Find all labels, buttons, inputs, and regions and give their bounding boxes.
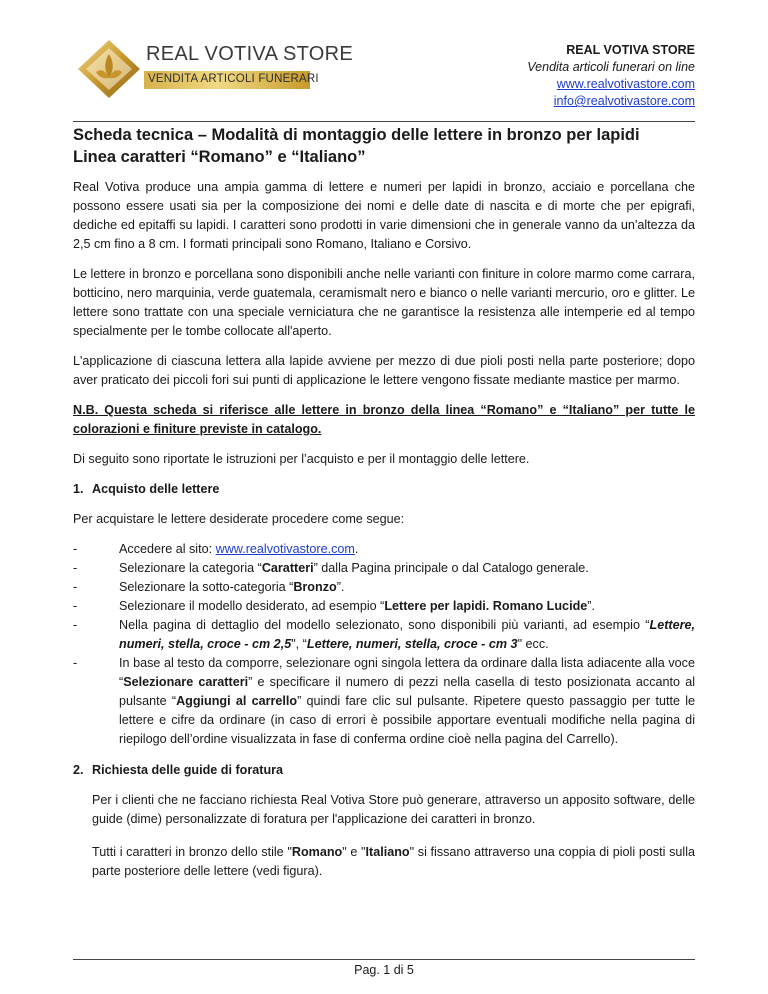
- paragraph-application: L'applicazione di ciascuna lettera alla lapide avviene per mezzo di due pioli posti nella parte posteriore; dopo aver praticato dei piccoli fori sui punti di applicazione le lettere vengono fissate mediante mastice per marmo.: [73, 354, 695, 387]
- section-2-number: 2.: [73, 763, 84, 777]
- header-contact: [527, 42, 695, 110]
- section-1-title: Acquisto delle lettere: [92, 482, 220, 496]
- header-website-link[interactable]: www.realvotivastore.com: [556, 77, 695, 91]
- list-item: - Nella pagina di dettaglio del modello selezionato, sono disponibili più varianti, ad esempio “Lettere, numeri, stella, croce - cm 2,5", “Lettere, numeri, stella, croce - cm 3" ecc.: [73, 616, 695, 654]
- list-item: - Selezionare il modello desiderato, ad esempio “Lettere per lapidi. Romano Lucide”.: [73, 597, 695, 616]
- header-email-link[interactable]: info@realvotivastore.com: [553, 94, 695, 108]
- paragraph-instructions-intro: Di seguito sono riportate le istruzioni per l’acquisto e per il montaggio delle lettere.: [73, 452, 530, 466]
- paragraph-intro: Real Votiva produce una ampia gamma di lettere e numeri per lapidi in bronzo, acciaio e porcellana che possono essere usati sia per la composizione dei nomi e delle date di nascita e di morte che per epigrafi, dediche ed epitaffi su lapidi. I caratteri sono prodotti in varie dimensioni che in generale vanno da un'altezza da 2,5 cm fino a 8 cm. I formati principali sono Romano, Italiano e Corsivo.: [73, 180, 695, 251]
- section-2-body: [73, 791, 695, 881]
- section-1-lead: Per acquistare le lettere desiderate procedere come segue:: [73, 512, 405, 526]
- section-1-number: 1.: [73, 482, 84, 496]
- section-2-title: Richiesta delle guide di foratura: [92, 763, 284, 777]
- website-link[interactable]: www.realvotivastore.com: [215, 542, 355, 556]
- list-item: - Selezionare la sotto-categoria “Bronzo”.: [73, 578, 695, 597]
- page-number: Pag. 1 di 5: [354, 963, 414, 977]
- logo-subtitle: VENDITA ARTICOLI FUNERARI: [148, 73, 319, 85]
- paragraph-finishes: Le lettere in bronzo e porcellana sono disponibili anche nelle varianti con finiture in colore marmo come carrara, botticino, nero marquinia, verde guatemala, ceramismalt nero e bianco o nelle varianti mercurio, oro e glitter. Le lettere sono trattate con una speciale verniciatura che ne garantisce la resistenza alle intemperie ed al tempo specialmente per le tombe collocate all'aperto.: [73, 267, 695, 338]
- footer-divider: [73, 959, 695, 960]
- note-text: N.B. Questa scheda si riferisce alle lettere in bronzo della linea “Romano” e “Italiano” per tutte le colorazioni e finiture previste in catalogo.: [73, 403, 695, 436]
- list-item: - Accedere al sito: www.realvotivastore.com.: [73, 540, 695, 559]
- list-item: - In base al testo da comporre, selezionare ogni singola lettera da ordinare dalla lista adiacente alla voce “Selezionare caratteri” e specificare il numero di pezzi nella casella di testo posizionata accanto al pulsante “Aggiungi al carrello” quindi fare clic sul pulsante. Ripetere questo passaggio per tutte le lettere e cifre da ordinare (in caso di errori è possibile apportare eventuali modifiche nella pagina di riepilogo dell’ordine visualizzata in fase di conferma ordine cioè nella pagina del Carrello).: [73, 654, 695, 749]
- title-line-2: Linea caratteri “Romano” e “Italiano”: [73, 148, 366, 166]
- section-2-heading: [73, 761, 695, 780]
- section-2-paragraph-2: Tutti i caratteri in bronzo dello stile "Romano" e "Italiano" si fissano attraverso una coppia di pioli posti sulla parte posteriore delle lettere (vedi figura).: [92, 845, 696, 878]
- document-title: [73, 124, 695, 168]
- logo-title: REAL VOTIVA STORE: [146, 43, 354, 65]
- header-company: REAL VOTIVA STORE: [566, 43, 695, 57]
- section-1-heading: [73, 480, 695, 499]
- section-2-paragraph-1: Per i clienti che ne facciano richiesta Real Votiva Store può generare, attraverso un apposito software, delle guide (dime) personalizzate di foratura per l'applicazione dei caratteri in bronzo.: [92, 793, 695, 826]
- document-body: [73, 178, 695, 895]
- list-item: - Selezionare la categoria “Caratteri” dalla Pagina principale o dal Catalogo generale.: [73, 559, 695, 578]
- purchase-steps-list: [73, 540, 695, 749]
- company-logo: [74, 38, 354, 100]
- header-divider: [73, 121, 695, 122]
- title-line-1: Scheda tecnica – Modalità di montaggio delle lettere in bronzo per lapidi: [73, 126, 640, 144]
- diamond-lotus-logo-icon: [74, 38, 144, 100]
- header-tagline: Vendita articoli funerari on line: [527, 60, 695, 74]
